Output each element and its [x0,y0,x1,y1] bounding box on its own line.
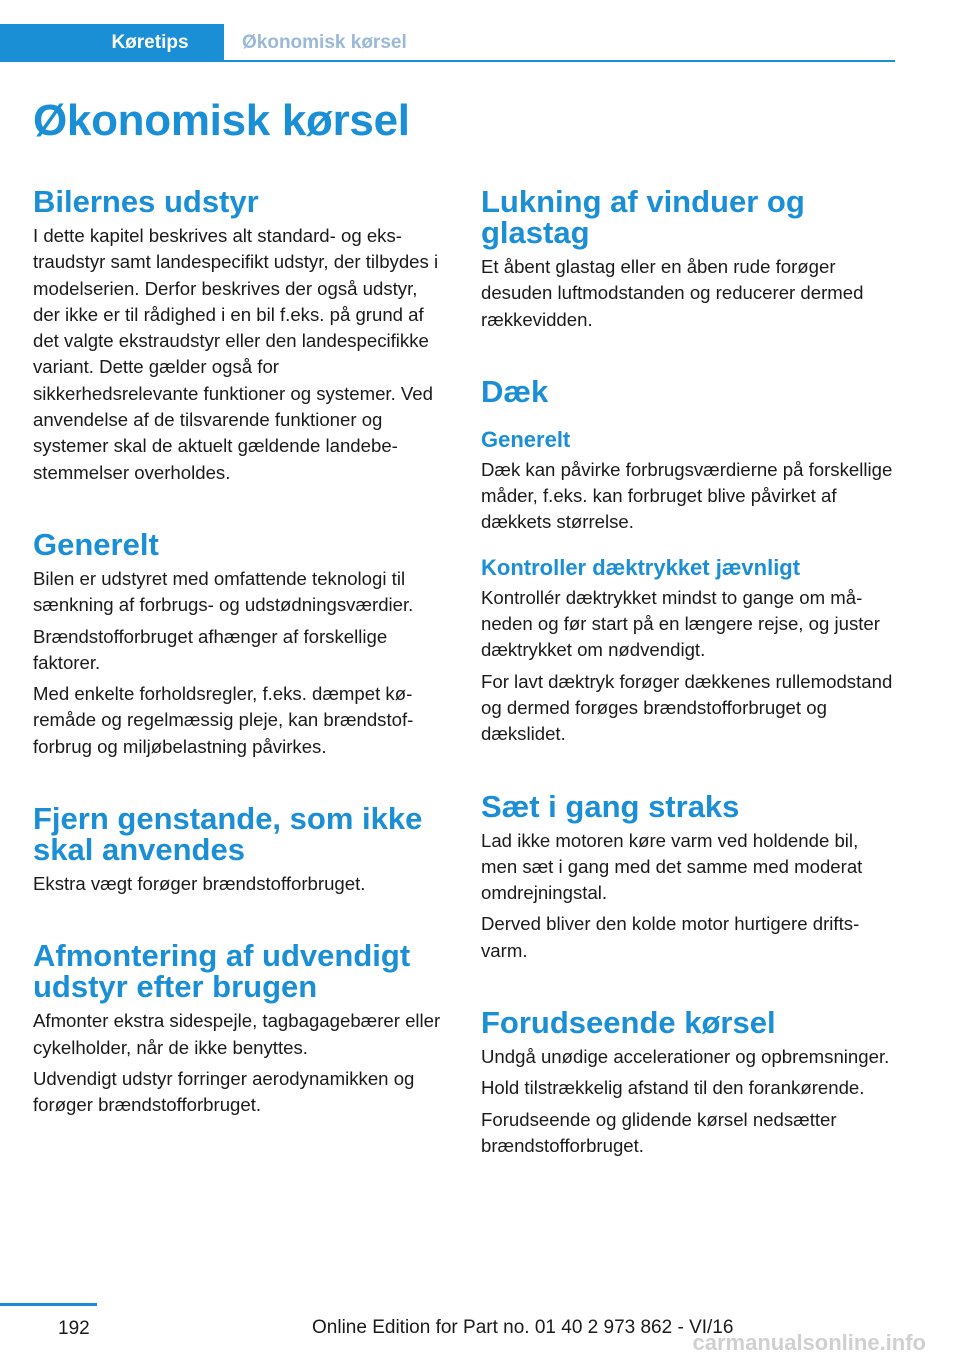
paragraph: Undgå unødige accelerationer og opbremsninger. [481,1046,890,1068]
page-title: Økonomisk kørsel [33,96,410,145]
right-column [481,186,897,1164]
paragraph: Kontrollér dæktrykket mindst to gange om måneden og før start på en længere rejse, og juster dæktrykket om nødvendigt. [481,586,880,661]
paragraph: Forudseende og glidende kørsel nedsætter brændstofforbruget. [481,1108,837,1156]
paragraph: Derved bliver den kolde motor hurtigere driftsvarm. [481,913,860,961]
paragraph: Med enkelte forholdsregler, f.eks. dæmpet køremåde og regelmæssig pleje, kan brændstofforbrug og miljøbelastning påvirkes. [33,683,414,757]
paragraph: I dette kapitel beskrives alt standard- og ekstraudstyr samt landespecifikt udstyr, der tilbydes i modelserien. Derfor beskrives der også udstyr, der ikke er til rådighed i en bil f.eks. på grund af det valgte ekstraudstyr eller den landespecifikke variant. Dette gælder også for sikkerhedsrelevante funktioner og systemer. Ved anvendelse af de tilsvarende funktioner og systemer skal de aktuelt gældende landebestemmelser overholdes. [33,225,439,483]
paragraph: Hold tilstrækkelig afstand til den forankørende. [481,1077,865,1099]
paragraph: Udvendigt udstyr forringer aerodynamikken og forøger brændstofforbruget. [33,1067,415,1116]
paragraph: Lad ikke motoren køre varm ved holdende bil, men sæt i gang med det samme med moderat omdrejningstal. [481,829,863,904]
header-rule [224,60,895,62]
section-heading-equipment: Bilernes udstyr [33,184,259,219]
section-heading-windows: Lukning af vinduer og glastag [481,184,805,250]
section-tab[interactable]: Økonomisk kørsel [242,32,407,53]
page-number: 192 [58,1318,90,1339]
left-column [33,186,449,1124]
section-heading-anticipatory-driving: Forudseende kørsel [481,1005,776,1041]
section-heading-drive-off: Sæt i gang straks [481,788,740,824]
paragraph: Brændstofforbruget afhænger af forskellige faktorer. [33,625,388,673]
subheading-general: Generelt [481,426,571,452]
chapter-tab[interactable]: Køretips [0,24,224,62]
section-heading-remove-items: Fjern genstande, som ikke skal anvendes [33,801,423,868]
section-heading-general: Generelt [33,526,159,562]
paragraph: Ekstra vægt forøger brændstofforbruget. [33,873,366,895]
paragraph: Dæk kan påvirke forbrugsværdierne på forskellige måder, f.eks. kan forbruget blive påvirket af dækkets størrelse. [481,458,893,533]
section-heading-exterior-equipment: Afmontering af udvendigt udstyr efter brugen [33,938,411,1005]
section-heading-tires: Dæk [481,373,549,409]
paragraph: Bilen er udstyret med omfattende teknologi til sænkning af forbrugs- og udstødningsværdier. [33,567,414,616]
paragraph: Afmonter ekstra sidespejle, tagbagagebærer eller cykelholder, når de ikke benyttes. [33,1010,441,1058]
subheading-tire-pressure: Kontroller dæktrykket jævnligt [481,554,801,580]
watermark: carmanualsonline.info [692,1330,926,1355]
footer-rule [0,1303,97,1306]
paragraph: Et åbent glastag eller en åben rude forøger desuden luftmodstanden og reducerer dermed rækkevidden. [481,256,864,330]
edition-text: Online Edition for Part no. 01 40 2 973 862 - VI/16 [312,1317,734,1338]
paragraph: For lavt dæktryk forøger dækkenes rullemodstand og dermed forøges brændstofforbruget og dækslidet. [481,670,893,745]
page-header [0,24,895,62]
